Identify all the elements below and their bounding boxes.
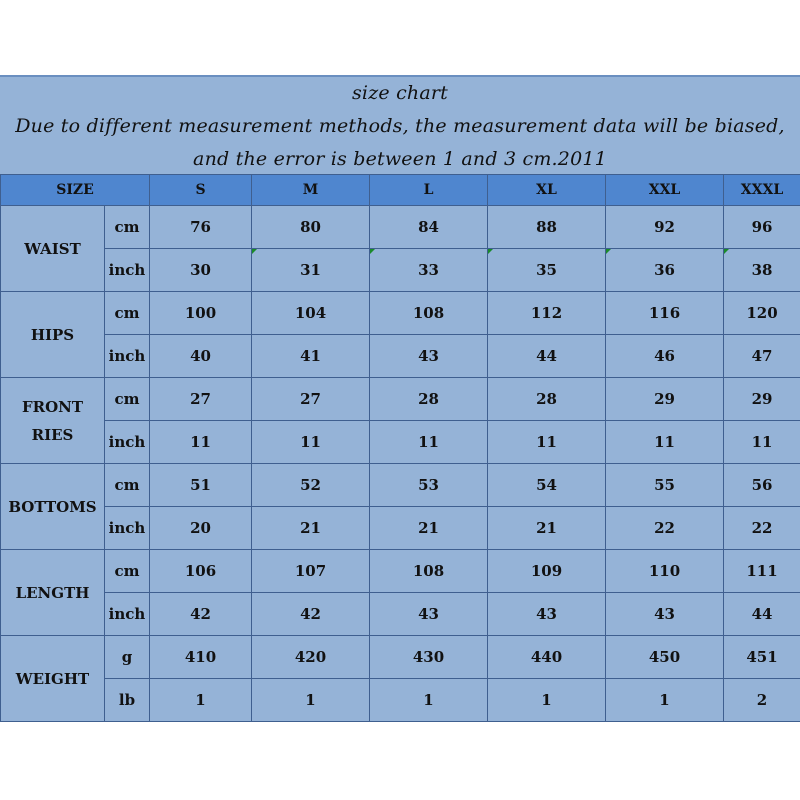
measurement-value: 51: [150, 464, 252, 507]
measurement-value: 88: [488, 206, 606, 249]
measurement-value: 107: [252, 550, 370, 593]
category-label: [1, 292, 105, 378]
measurement-row: [1, 421, 800, 464]
measurement-value: 76: [150, 206, 252, 249]
measurement-value: 42: [150, 593, 252, 636]
measurement-value: 80: [252, 206, 370, 249]
measurement-value: 20: [150, 507, 252, 550]
measurement-value: 22: [724, 507, 800, 550]
category-label-line: FRONT: [21, 397, 84, 416]
category-label: [1, 206, 105, 292]
measurement-value: 43: [488, 593, 606, 636]
measurement-row: [1, 550, 800, 593]
measurement-row: [1, 507, 800, 550]
measurement-value: 96: [724, 206, 800, 249]
measurement-value: 21: [488, 507, 606, 550]
category-label: [1, 550, 105, 636]
measurement-row: [1, 636, 800, 679]
measurement-value: 56: [724, 464, 800, 507]
measurement-value: 43: [370, 335, 488, 378]
category-label: [1, 636, 105, 722]
measurement-value: 84: [370, 206, 488, 249]
size-label: L: [370, 175, 488, 206]
measurement-value: 29: [606, 378, 724, 421]
measurement-row: [1, 464, 800, 507]
size-header-row: [1, 175, 800, 206]
measurement-value: 106: [150, 550, 252, 593]
unit-label: inch: [105, 593, 150, 636]
category-label-line: LENGTH: [15, 583, 90, 602]
measurement-value: 40: [150, 335, 252, 378]
unit-label: inch: [105, 335, 150, 378]
category-label-line: WEIGHT: [15, 669, 90, 688]
measurement-row: [1, 206, 800, 249]
measurement-value: 42: [252, 593, 370, 636]
measurement-value: 100: [150, 292, 252, 335]
chart-title: size chart: [351, 82, 449, 104]
size-label: XL: [488, 175, 606, 206]
unit-label: cm: [105, 464, 150, 507]
size-table: [0, 174, 800, 722]
measurement-value: 120: [724, 292, 800, 335]
measurement-value: 430: [370, 636, 488, 679]
measurement-value: 451: [724, 636, 800, 679]
measurement-value: 1: [488, 679, 606, 722]
measurement-value: 111: [724, 550, 800, 593]
measurement-value: 11: [252, 421, 370, 464]
category-label: [1, 378, 105, 464]
size-corner-label: SIZE: [1, 175, 150, 206]
measurement-value: 31: [252, 249, 370, 292]
measurement-value: 22: [606, 507, 724, 550]
measurement-value: 29: [724, 378, 800, 421]
measurement-value: 43: [370, 593, 488, 636]
size-label: M: [252, 175, 370, 206]
measurement-value: 44: [488, 335, 606, 378]
size-label: XXXL: [724, 175, 800, 206]
category-label-line: WAIST: [24, 239, 81, 258]
measurement-row: [1, 593, 800, 636]
measurement-value: 104: [252, 292, 370, 335]
measurement-value: 110: [606, 550, 724, 593]
measurement-value: 11: [370, 421, 488, 464]
measurement-value: 35: [488, 249, 606, 292]
measurement-value: 30: [150, 249, 252, 292]
measurement-row: [1, 249, 800, 292]
unit-label: cm: [105, 206, 150, 249]
category-label-line: BOTTOMS: [8, 497, 97, 516]
measurement-value: 28: [488, 378, 606, 421]
unit-label: cm: [105, 550, 150, 593]
measurement-value: 11: [150, 421, 252, 464]
measurement-value: 11: [606, 421, 724, 464]
unit-label: inch: [105, 421, 150, 464]
unit-label: lb: [105, 679, 150, 722]
measurement-value: 108: [370, 292, 488, 335]
measurement-note-line-1: Due to different measurement methods, the measurement data will be biased,: [15, 115, 785, 137]
measurement-value: 1: [150, 679, 252, 722]
size-label: S: [150, 175, 252, 206]
unit-label: cm: [105, 292, 150, 335]
measurement-value: 36: [606, 249, 724, 292]
measurement-value: 43: [606, 593, 724, 636]
chart-header: [0, 75, 800, 174]
measurement-value: 1: [252, 679, 370, 722]
measurement-value: 21: [252, 507, 370, 550]
measurement-value: 38: [724, 249, 800, 292]
measurement-value: 410: [150, 636, 252, 679]
measurement-value: 53: [370, 464, 488, 507]
measurement-value: 27: [150, 378, 252, 421]
unit-label: cm: [105, 378, 150, 421]
unit-label: inch: [105, 507, 150, 550]
category-label-line: RIES: [31, 425, 74, 444]
measurement-value: 46: [606, 335, 724, 378]
category-label-line: HIPS: [30, 325, 75, 344]
unit-label: g: [105, 636, 150, 679]
measurement-value: 108: [370, 550, 488, 593]
measurement-row: [1, 335, 800, 378]
measurement-value: 52: [252, 464, 370, 507]
category-label: [1, 464, 105, 550]
size-chart: [0, 75, 800, 725]
measurement-value: 33: [370, 249, 488, 292]
measurement-value: 21: [370, 507, 488, 550]
measurement-value: 41: [252, 335, 370, 378]
measurement-note-line-2: and the error is between 1 and 3 cm.2011: [193, 148, 607, 170]
measurement-row: [1, 292, 800, 335]
measurement-row: [1, 378, 800, 421]
measurement-value: 2: [724, 679, 800, 722]
measurement-row: [1, 679, 800, 722]
measurement-value: 55: [606, 464, 724, 507]
measurement-value: 47: [724, 335, 800, 378]
measurement-value: 440: [488, 636, 606, 679]
measurement-value: 28: [370, 378, 488, 421]
unit-label: inch: [105, 249, 150, 292]
size-label: XXL: [606, 175, 724, 206]
measurement-value: 27: [252, 378, 370, 421]
measurement-value: 1: [606, 679, 724, 722]
measurement-value: 11: [724, 421, 800, 464]
measurement-value: 112: [488, 292, 606, 335]
measurement-value: 92: [606, 206, 724, 249]
measurement-value: 450: [606, 636, 724, 679]
measurement-value: 420: [252, 636, 370, 679]
measurement-value: 1: [370, 679, 488, 722]
measurement-value: 116: [606, 292, 724, 335]
measurement-value: 54: [488, 464, 606, 507]
measurement-value: 11: [488, 421, 606, 464]
measurement-value: 44: [724, 593, 800, 636]
measurement-value: 109: [488, 550, 606, 593]
